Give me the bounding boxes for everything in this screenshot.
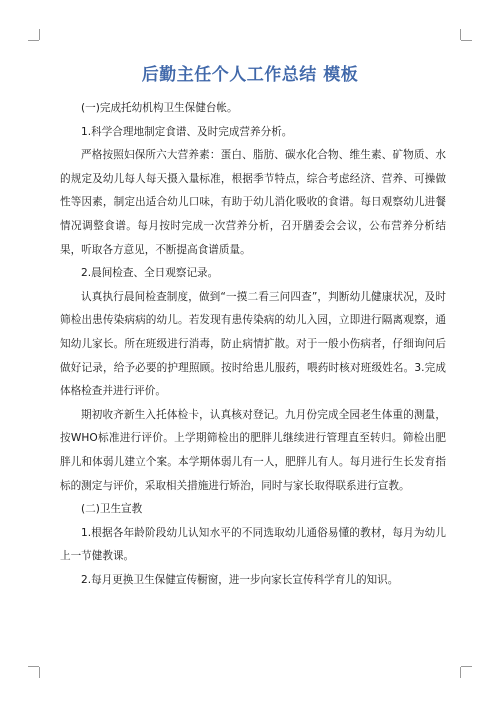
crop-mark-top-right-v: [460, 29, 461, 40]
crop-mark-top-left-v: [39, 29, 40, 40]
subheading-2: 2.晨间检查、全日观察记录。: [81, 267, 219, 280]
paragraph-health-education-2: 2.每月更换卫生保健宣传橱窗，进一步向家长宣传科学育儿的知识。: [81, 573, 399, 586]
crop-mark-top-left-h: [28, 40, 39, 41]
crop-mark-bottom-right-h: [461, 666, 472, 667]
crop-mark-bottom-left-h: [28, 666, 39, 667]
document-body: [60, 97, 446, 592]
crop-mark-bottom-right-v: [460, 667, 461, 678]
paragraph-health-education-1: 1.根据各年龄阶段幼儿认知水平的不同选取幼儿通俗易懂的教材，每月为幼儿上一节健教课。: [60, 526, 446, 563]
document-title: 后勤主任个人工作总结 模板: [141, 65, 359, 85]
crop-mark-top-right-h: [461, 40, 472, 41]
paragraph-nutrition: 严格按照妇保所六大营养素：蛋白、脂肪、碳水化合物、维生素、矿物质、水的规定及幼儿每人每天摄入量标准，根据季节特点，综合考虑经济、营养、可操做性等因素，制定出适合幼儿口味，有助于幼儿消化吸收的食谱。每日观察幼儿进餐情况调整食谱。每月按时完成一次营养分析，召开膳委会会议，公布营养分析结果，听取各方意见，不断提高食谱质量。: [60, 149, 446, 256]
section-heading-1: (一)完成托幼机构卫生保健台帐。: [81, 102, 238, 114]
subheading-1: 1.科学合理地制定食谱、及时完成营养分析。: [81, 125, 293, 138]
paragraph-morning-check: 认真执行晨间检查制度，做到“一摸二看三问四查”，判断幼儿健康状况，及时筛检出患传染病病的幼儿。若发现有患传染病的幼儿入园，立即进行隔离观察，通知幼儿家长。所在班级进行消毒，防止病情扩散。对于一般小伤病者，仔细询问后做好记录，给予必要的护理照顾。按时给患儿服药，喂药时核对班级姓名。3.完成体格检查并进行评价。: [60, 290, 446, 398]
paragraph-physical-exam: 期初收齐新生入托体检卡，认真核对登记。九月份完成全园老生体重的测量，按WHO标准进行评价。上学期筛检出的肥胖儿继续进行管理直至转归。筛检出肥胖儿和体弱儿建立个案。本学期体弱儿有一人，肥胖儿有人。每月进行生长发育指标的测定与评价，采取相关措施进行矫治，同时与家长取得联系进行宣教。: [60, 408, 446, 492]
section-heading-2: (二)卫生宣教: [81, 503, 143, 516]
crop-mark-bottom-left-v: [39, 667, 40, 678]
